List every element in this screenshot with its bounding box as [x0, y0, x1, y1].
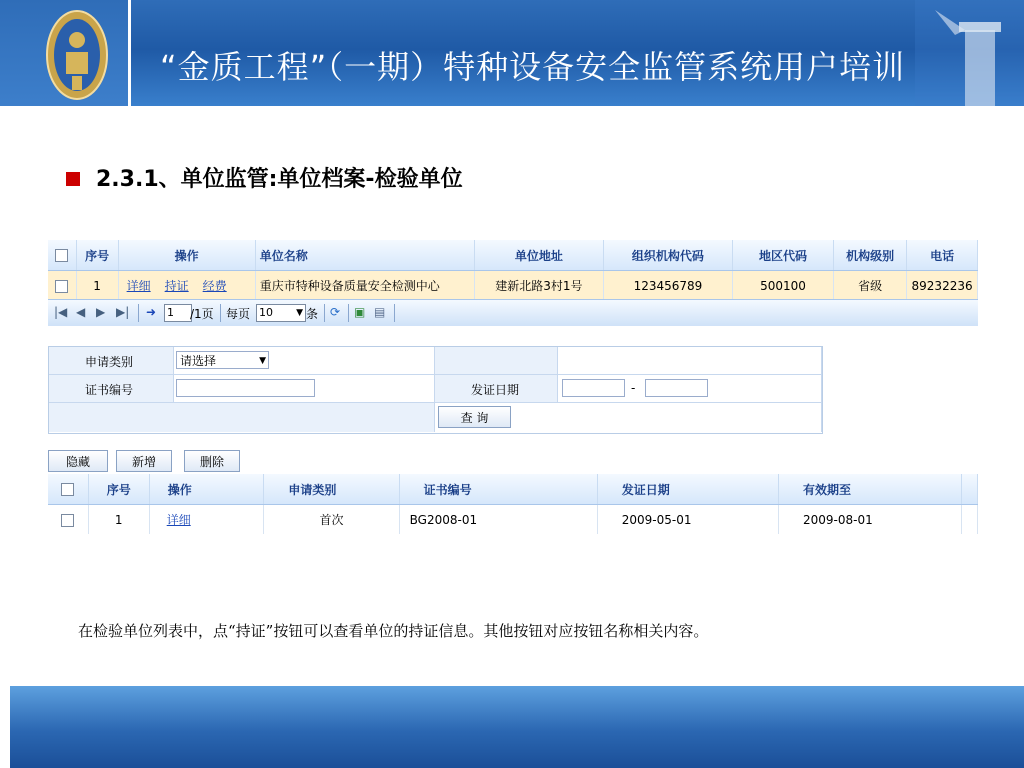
row-issue-date: 2009-05-01: [597, 505, 778, 535]
date-range-separator: -: [631, 381, 636, 395]
certificate-table-header: [48, 474, 978, 505]
issue-date-label-cell: [435, 375, 558, 403]
pager-separator: [220, 304, 221, 322]
per-page-label: 每页: [226, 307, 251, 321]
row-spacer: [962, 505, 978, 535]
section-heading: [66, 162, 463, 193]
col-header: 机构级别: [834, 240, 907, 271]
select-all-checkbox[interactable]: [61, 483, 74, 496]
row-apply-type: 首次: [264, 505, 399, 535]
col-header: 操作: [118, 240, 255, 271]
certificate-list-grid: [48, 474, 978, 534]
row-level: 省级: [834, 271, 907, 301]
first-page-icon[interactable]: |◀: [54, 305, 68, 319]
row-phone: 89232236: [907, 271, 978, 301]
row-checkbox[interactable]: [61, 514, 74, 527]
unit-table-header: [48, 240, 978, 271]
row-unit-name: 重庆市特种设备质量安全检测中心: [255, 271, 474, 301]
form-footer-left: [49, 403, 435, 432]
issue-date-to-input[interactable]: [645, 379, 708, 397]
col-header: 序号: [76, 240, 118, 271]
bullet-square-icon: [66, 172, 80, 186]
row-no: 1: [88, 505, 149, 535]
apply-type-select[interactable]: [176, 351, 269, 369]
issue-date-label: 发证日期: [471, 383, 520, 397]
refresh-icon[interactable]: ⟳: [330, 305, 341, 319]
empty-value-cell: [558, 347, 822, 375]
row-checkbox-cell[interactable]: [48, 505, 88, 535]
next-page-icon[interactable]: ▶: [96, 305, 106, 319]
apply-type-label-cell: [49, 347, 174, 375]
col-header: 证书编号: [399, 474, 597, 505]
row-actions: [118, 271, 255, 301]
col-header: 发证日期: [597, 474, 778, 505]
apply-type-selected: 请选择: [180, 354, 217, 368]
certificate-table: [48, 474, 978, 534]
header-divider: [0, 106, 1024, 110]
table-row[interactable]: [48, 271, 978, 301]
pager-toolbar: [48, 299, 978, 326]
total-pages-label: /1页: [190, 307, 214, 321]
col-header: 组织机构代码: [603, 240, 732, 271]
row-region-code: 500100: [732, 271, 833, 301]
add-button[interactable]: 新增: [116, 450, 172, 472]
export-doc-icon[interactable]: ▤: [374, 305, 386, 319]
unit-table: [48, 240, 978, 300]
pager-separator: [394, 304, 395, 322]
col-header: 有效期至: [778, 474, 961, 505]
chevron-down-icon: ▼: [259, 356, 266, 366]
row-checkbox[interactable]: [55, 280, 68, 293]
dropdown-arrow-icon: ▼: [296, 308, 303, 318]
logo-panel: [0, 0, 131, 108]
apply-type-label: 申请类别: [85, 355, 134, 369]
row-valid-until: 2009-08-01: [778, 505, 961, 535]
col-header: 单位地址: [474, 240, 603, 271]
issue-date-value-cell: [558, 375, 822, 403]
row-no: 1: [76, 271, 118, 301]
col-header: 地区代码: [732, 240, 833, 271]
detail-link[interactable]: 详细: [166, 513, 191, 527]
export-excel-icon[interactable]: ▣: [354, 305, 366, 319]
issue-date-from-input[interactable]: [562, 379, 625, 397]
col-header: 操作: [149, 474, 264, 505]
header-banner: [0, 0, 1024, 110]
section-title-text: 2.3.1、单位监管:单位档案-检验单位: [96, 167, 463, 192]
col-header: 单位名称: [255, 240, 474, 271]
col-header: 序号: [88, 474, 149, 505]
per-page-value: 10: [259, 306, 273, 319]
col-header: 电话: [907, 240, 978, 271]
per-page-unit: 条: [306, 307, 319, 321]
search-form: [48, 346, 823, 434]
pager-separator: [324, 304, 325, 322]
hide-button[interactable]: 隐藏: [48, 450, 108, 472]
description-note: 在检验单位列表中，点“持证”按钮可以查看单位的持证信息。其他按钮对应按钮名称相关内容。: [78, 622, 709, 640]
page-number-input[interactable]: 1: [164, 304, 192, 322]
select-all-checkbox[interactable]: [55, 249, 68, 262]
row-checkbox-cell[interactable]: [48, 271, 76, 301]
cert-no-label: 证书编号: [85, 383, 134, 397]
last-page-icon[interactable]: ▶|: [116, 305, 130, 319]
pillar-decoration: [915, 0, 1024, 106]
unit-list-grid: [48, 240, 978, 300]
query-button[interactable]: 查 询: [438, 406, 511, 428]
col-header: 申请类别: [264, 474, 399, 505]
apply-type-value-cell: [174, 347, 435, 375]
row-address: 建新北路3村1号: [474, 271, 603, 301]
row-org-code: 123456789: [603, 271, 732, 301]
emblem-logo: [0, 0, 128, 108]
cert-no-input[interactable]: [176, 379, 315, 397]
cert-no-value-cell: [174, 375, 435, 403]
pager-separator: [138, 304, 139, 322]
select-all-cell[interactable]: [48, 474, 88, 505]
per-page-select[interactable]: [256, 304, 306, 322]
prev-page-icon[interactable]: ◀: [76, 305, 86, 319]
funding-link[interactable]: 经费: [202, 279, 227, 293]
footer-banner: [10, 686, 1024, 768]
pager-separator: [348, 304, 349, 322]
detail-link[interactable]: 详细: [126, 279, 151, 293]
empty-label-cell: [435, 347, 558, 375]
select-all-cell[interactable]: [48, 240, 76, 271]
row-action-cell: [149, 505, 264, 535]
col-spacer: [962, 474, 978, 505]
form-footer-right: [435, 403, 822, 432]
certificate-link[interactable]: 持证: [164, 279, 189, 293]
page-title: “金质工程”（一期）特种设备安全监管系统用户培训: [160, 48, 906, 86]
table-row[interactable]: [48, 505, 978, 535]
row-cert-no: BG2008-01: [399, 505, 597, 535]
cert-no-label-cell: [49, 375, 174, 403]
delete-button[interactable]: 删除: [184, 450, 240, 472]
go-page-icon[interactable]: ➜: [146, 305, 157, 319]
